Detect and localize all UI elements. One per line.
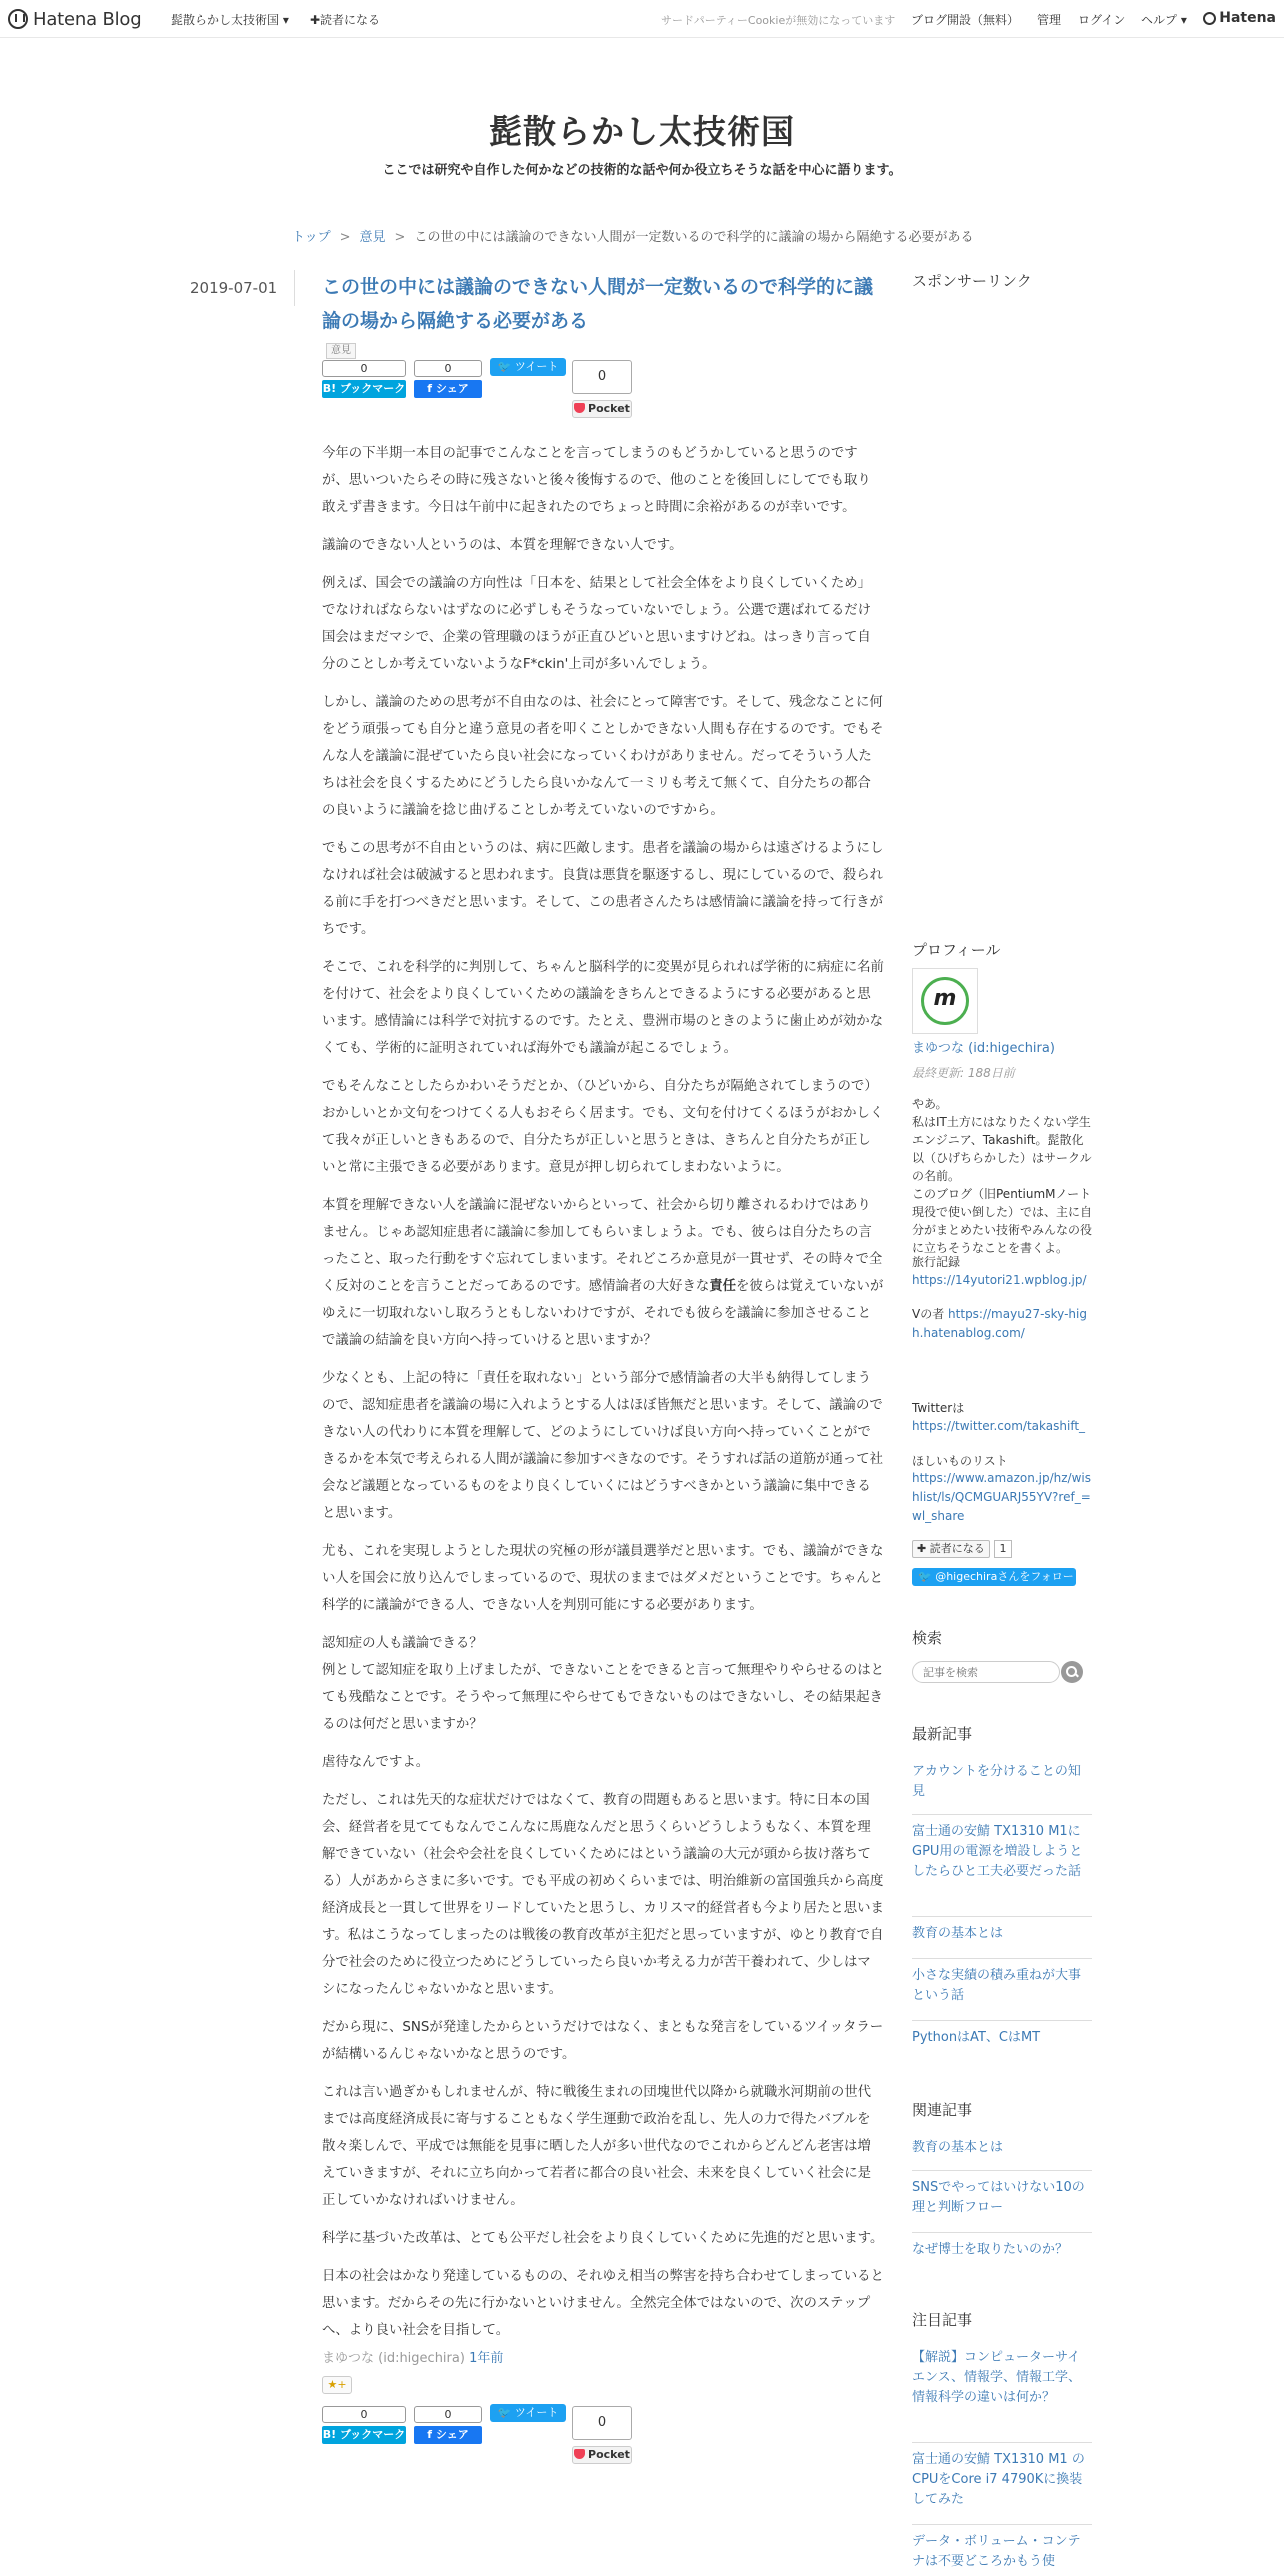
profile-heading: プロフィール xyxy=(912,941,1001,959)
list-divider xyxy=(912,2020,1092,2021)
breadcrumb-top[interactable]: トップ xyxy=(292,230,331,245)
recent-entry-link[interactable]: PythonはAT、CはMT xyxy=(912,2030,1041,2045)
hatebu-count[interactable]: 0 xyxy=(322,2406,406,2423)
list-divider xyxy=(912,2170,1092,2171)
sponsor-heading: スポンサーリンク xyxy=(912,272,1032,290)
hatebu-count[interactable]: 0 xyxy=(322,360,406,377)
breadcrumb-separator: > xyxy=(339,230,351,245)
entry-paragraph: 少なくとも、上記の特に「責任を取れない」という部分で感情論者の大半も納得してしまうので、認知症患者を議論の場に入れようとする人はほぼ皆無だと思います。そして、議論のできない人の代わりに本質を理解して、どのようにしていけば良い方向へ持っていくことができるかを本気で考えられる人間が議論に参加すべきなのです。そうすれば話の道筋が通って社会など議題となっているものをより良くしていくにはどうすべきかという議論に集中できると思います。 xyxy=(322,1371,884,1521)
facebook-icon: f xyxy=(427,2428,436,2441)
pocket-icon xyxy=(574,2449,585,2459)
entry-paragraph: 尤も、これを実現しようとした現状の究極の形が議員選挙だと思います。でも、議論ができない人を国会に放り込んでしまっているので、現状のままではダメだということです。ちゃんと科学的に議論ができる人、できない人を判別可能にする必要があります。 xyxy=(322,1544,884,1613)
entry-paragraph: でもそんなことしたらかわいそうだとか、（ひどいから、自分たちが隔絶されてしまうので）おかしいとか文句をつけてくる人もおそらく居ます。でも、文句を付けてくるほうがおかしくて我々が正しいときもあるので、自分たちが正しいと思うときは、きちんと自分たちが正しいと常に主張できる必要があります。意見が押し切られてしまわないように。 xyxy=(322,1079,884,1175)
entry-content xyxy=(322,440,884,2355)
login-link[interactable]: ログイン xyxy=(1078,13,1126,27)
related-heading: 関連記事 xyxy=(912,2101,973,2119)
pocket-button[interactable] xyxy=(572,400,632,418)
list-divider xyxy=(912,1916,1092,1917)
share-buttons-top xyxy=(322,358,652,418)
entry-date[interactable]: 2019-07-01 xyxy=(190,279,278,297)
emphasis-text: 責任 xyxy=(709,1279,737,1294)
entry-paragraph: 今年の下半期一本目の記事でこんなことを言ってしまうのもどうかしていると思うのですが、思いついたらその時に残さないと後々後悔するので、他のことを後回しにしてでも取り敢えず書きます。今日は午前中に起きれたのでちょっと時間に余裕があるのが幸いです。 xyxy=(322,446,871,515)
hatebu-button[interactable]: B! ブックマーク xyxy=(322,380,406,398)
hatebu-button[interactable]: B! ブックマーク xyxy=(322,2426,406,2444)
blog-menu-label: 髭散らかし太技術国 xyxy=(171,13,280,27)
v-label: Vの者 xyxy=(912,1307,945,1321)
entry-footer xyxy=(322,2347,503,2366)
hatena-logo-icon xyxy=(8,9,28,29)
blog-menu[interactable] xyxy=(171,11,289,28)
date-divider xyxy=(294,270,295,306)
avatar[interactable] xyxy=(912,968,978,1034)
follow-label: @higechiraさんをフォロー xyxy=(935,1570,1074,1583)
entry-paragraph: 本質を理解できない人を議論に混ぜないからといって、社会から切り離されるわけではありません。じゃあ認知症患者に議論に参加してもらいましょうよ。でも、彼らは自分たちの言ったこと、取った行動をすぐ忘れてしまいます。それどころか意見が一貫せず、その時々で全く反対のことを言うことだってあるのです。感情論者の大好きな責任を彼らは覚えていないがゆえに一切取れないし取ろうともしないわけですが、それでも彼らを議論に参加させることで議論の結論を良い方向へ持っていけると思いますか？ xyxy=(322,1198,884,1348)
featured-entry-link[interactable]: 富士通の安鯖 TX1310 M1 のCPUをCore i7 4790Kに換装してみた xyxy=(912,2452,1085,2507)
cookie-notice[interactable]: サードパーティーCookieが無効になっています xyxy=(661,14,896,27)
breadcrumb xyxy=(292,226,973,245)
sidebar-reader-button[interactable]: ✚ 読者になる xyxy=(912,1540,990,1558)
featured-heading: 注目記事 xyxy=(912,2311,973,2329)
entry-paragraph: 科学に基づいた改革は、とても公平だし社会をより良くしていくために先進的だと思います。 xyxy=(322,2231,884,2246)
pocket-count[interactable]: 0 xyxy=(572,2406,632,2440)
list-divider xyxy=(912,1814,1092,1815)
tweet-button[interactable] xyxy=(490,2404,566,2422)
tweet-label: ツイート xyxy=(514,360,559,373)
list-divider xyxy=(912,2524,1092,2525)
v-profile xyxy=(912,1305,1092,1343)
pocket-count[interactable]: 0 xyxy=(572,360,632,394)
breadcrumb-current: この世の中には議論のできない人間が一定数いるので科学的に議論の場から隔絶する必要がある xyxy=(414,230,974,245)
list-divider xyxy=(912,2232,1092,2233)
related-entry-link[interactable]: SNSでやってはいけない10の理と判断フロー xyxy=(912,2180,1085,2215)
help-label: ヘルプ xyxy=(1141,13,1178,27)
facebook-share-label: シェア xyxy=(435,382,469,395)
avatar-m-icon: m xyxy=(933,986,957,1011)
hatena-blog-logo[interactable] xyxy=(8,7,141,31)
profile-name[interactable]: まゆつな (id:higechira) xyxy=(912,1041,1055,1056)
pocket-icon xyxy=(574,403,585,413)
pocket-button[interactable] xyxy=(572,2446,632,2464)
search-icon[interactable] xyxy=(1061,1661,1083,1683)
featured-entry-link[interactable]: データ・ボリューム・コンテナは不要どころかもう使 xyxy=(912,2534,1081,2568)
related-entry-link[interactable]: 教育の基本とは xyxy=(912,2140,1004,2155)
reader-button[interactable]: ✚読者になる xyxy=(310,13,381,27)
breadcrumb-separator: > xyxy=(394,230,406,245)
entry-time-ago[interactable]: 1年前 xyxy=(469,2351,504,2366)
entry-paragraph: 認知症の人も議論できる？ 例として認知症を取り上げましたが、できないことをできると言って無理やりやらせるのはとても残酷なことです。そうやって無理にやらせてもできないものはできないし、その結果起きるのは何だと思いますか？ xyxy=(322,1636,885,1732)
entry-paragraph: しかし、議論のための思考が不自由なのは、社会にとって障害です。そして、残念なことに何をどう頑張っても自分と違う意見の者を叩くことしかできない人間も存在するのです。でもそんな人を議論に混ぜていたら良い社会になっていくわけがありません。だってそういう人たちは社会を良くするためにどうしたら良いかなんて一ミリも考えて無くて、自分たちの都合の良いように議論を捻じ曲げることしか考えていないのですから。 xyxy=(322,695,884,818)
facebook-icon: f xyxy=(427,382,436,395)
featured-entry-link[interactable]: 【解説】コンピューターサイエンス、情報学、情報工学、情報科学の違いは何か？ xyxy=(912,2350,1082,2405)
caret-down-icon: ▾ xyxy=(1177,13,1187,27)
list-divider xyxy=(912,2442,1092,2443)
profile-bio: やあ。 私はIT土方にはなりたくない学生エンジニア、Takashift。髭散化以（ひげちらかした）はサークルの名前。 このブログ（旧PentiumMノート現役で使い倒した）では、主に自分がまとめたい技術やみんなの役に立ちそうなことを書くよ。 xyxy=(912,1097,1093,1255)
travel-label: 旅行記録 xyxy=(912,1255,961,1269)
hatena-label: Hatena xyxy=(1219,10,1276,26)
entry-paragraph: 日本の社会はかなり発達しているものの、それゆえ相当の弊害を持ち合わせてしまっていると思います。だからその先に行かないといけません。全然完全体ではないので、次のステップへ、より良い社会を目指して。 xyxy=(322,2269,884,2338)
blog-description: ここでは研究や自作した何かなどの技術的な話や何か役立ちそうな話を中心に語ります。 xyxy=(382,163,902,178)
entry-paragraph: 議論のできない人というのは、本質を理解できない人です。 xyxy=(322,538,683,553)
last-updated: 最終更新: 188日前 xyxy=(912,1066,1015,1080)
blog-title[interactable]: 髭散らかし太技術国 xyxy=(489,112,795,151)
tweet-button[interactable] xyxy=(490,358,566,376)
list-divider xyxy=(912,1958,1092,1959)
twitter-bird-icon: 🐦 xyxy=(497,360,515,373)
search-input[interactable] xyxy=(912,1661,1060,1683)
twitter-bird-icon: 🐦 xyxy=(918,1570,936,1583)
v-link[interactable]: https://mayu27-sky-high.hatenablog.com/ xyxy=(912,1307,1087,1340)
help-menu[interactable] xyxy=(1141,11,1187,28)
entry-paragraph: そこで、これを科学的に判別して、ちゃんと脳科学的に変異が見られれば学術的に病症に名前を付けて、社会をより良くしていくための議論をきちんとできるようにする必要があると思います。感情論には科学で対抗するのです。たとえ、豊洲市場のときのように歯止めが効かなくても、学術的に証明されていれば海外でも議論が起こるでしょう。 xyxy=(322,960,884,1056)
wishlist-link[interactable]: https://www.amazon.jp/hz/wishlist/ls/QCMGUARJ55YV?ref_=wl_share xyxy=(912,1471,1091,1523)
facebook-share-button[interactable] xyxy=(414,380,482,398)
entry-title[interactable]: この世の中には議論のできない人間が一定数いるので科学的に議論の場から隔絶する必要がある xyxy=(322,276,874,332)
entry-paragraph: これは言い過ぎかもしれませんが、特に戦後生まれの団塊世代以降から就職氷河期前の世代までは高度経済成長に寄与することもなく学生運動で政治を乱し、先人の力で得たバブルを散々楽しんで、平成では無能を見事に晒した人が多い世代なのでこれからどんどん老害は増えていきますが、それに立ち向かって若者に都合の良い社会、未来を良くしていく社会に是正していかなければいけません。 xyxy=(322,2085,872,2208)
recent-heading: 最新記事 xyxy=(912,1725,973,1743)
caret-down-icon: ▾ xyxy=(279,13,289,27)
entry-paragraph: 例えば、国会での議論の方向性は「日本を、結果として社会全体をより良くしていくため」でなければならないはずなのに必ずしもそうなっていないでしょう。公選で選ばれてるだけ国会はまだマシで、企業の管理職のほうが正直ひどいと思いますけどね。はっきり言って自分のことしか考えていないようなF*ckin'上司が多いんでしょう。 xyxy=(322,576,872,672)
twitter-label: Twitterは xyxy=(912,1401,965,1415)
tweet-label: ツイート xyxy=(514,2406,559,2419)
entry-paragraph: 虐待なんですよ。 xyxy=(322,1755,430,1770)
wishlist-label: ほしいものリスト xyxy=(912,1454,1008,1468)
twitter-follow-button[interactable] xyxy=(912,1568,1076,1586)
entry-author[interactable]: まゆつな (id:higechira) xyxy=(322,2351,465,2366)
entry-paragraph: だから現に、SNSが発達したからというだけではなく、まともな発言をしているツイッタラーが結構いるんじゃないかなと思うのです。 xyxy=(322,2020,884,2062)
twitter-bird-icon: 🐦 xyxy=(497,2406,515,2419)
recent-entry-link[interactable]: 教育の基本とは xyxy=(912,1926,1004,1941)
twitter-link[interactable]: https://twitter.com/takashift_ xyxy=(912,1419,1086,1433)
recent-entry-link[interactable]: 富士通の安鯖 TX1310 M1にGPU用の電源を増設しようとしたらひと工夫必要だった話 xyxy=(912,1824,1083,1879)
hatena-blog-logo-text: Hatena Blog xyxy=(33,8,142,30)
search-heading: 検索 xyxy=(912,1629,943,1647)
travel-link[interactable]: https://14yutori21.wpblog.jp/ xyxy=(912,1273,1087,1287)
add-star-button[interactable]: ★+ xyxy=(322,2376,352,2394)
breadcrumb-category[interactable]: 意見 xyxy=(359,230,386,245)
entry-paragraph: でもこの思考が不自由というのは、病に匹敵します。患者を議論の場からは遠ざけるようにしなければ社会は破滅すると思われます。良貨は悪貨を駆逐するし、現にしているので、殺られる前に手を打つべきだと思います。そして、この患者さんたちは感情論に議論を持って行きがちです。 xyxy=(322,841,884,937)
recent-entry-link[interactable]: 小さな実績の積み重ねが大事という話 xyxy=(912,1968,1082,2003)
global-header xyxy=(0,0,1284,38)
facebook-count[interactable]: 0 xyxy=(414,360,482,377)
hatena-link[interactable] xyxy=(1203,10,1276,26)
related-entry-link[interactable]: なぜ博士を取りたいのか？ xyxy=(912,2242,1069,2257)
reader-count: 1 xyxy=(994,1540,1012,1558)
hatena-icon xyxy=(1203,12,1216,25)
open-blog-link[interactable]: ブログ開設（無料） xyxy=(911,13,1020,27)
pocket-label: Pocket xyxy=(588,402,630,415)
pocket-label: Pocket xyxy=(588,2448,630,2461)
facebook-count[interactable]: 0 xyxy=(414,2406,482,2423)
admin-link[interactable]: 管理 xyxy=(1037,13,1062,27)
facebook-share-label: シェア xyxy=(435,2428,469,2441)
recent-entry-link[interactable]: アカウントを分けることの知見 xyxy=(912,1764,1081,1799)
facebook-share-button[interactable] xyxy=(414,2426,482,2444)
entry-category-badge[interactable]: 意見 xyxy=(326,343,356,359)
share-buttons-bottom xyxy=(322,2404,652,2464)
entry-paragraph: ただし、これは先天的な症状だけではなくて、教育の問題もあると思います。特に日本の国会、経営者を見ててもなんでこんなに馬鹿なんだと思うくらいどうしようもなく、本質を理解できていない（社会や会社を良くしていくためにはという議論の大元が頭から抜け落ちてる）人があからさまに多いです。でも平成の初めくらいまでは、明治維新の富国強兵から高度経済成長と一貫して世界をリードしていたと思うし、カリスマ的経営者も今より居たと思います。私はこうなってしまったのは戦後の教育改革が主犯だと思っていますが、ゆとり教育で自分で社会のために役立つためにどうしていったら良いか考える力が苦干養われて、少しはマシになったんじゃないかなと思います。 xyxy=(322,1793,884,1997)
